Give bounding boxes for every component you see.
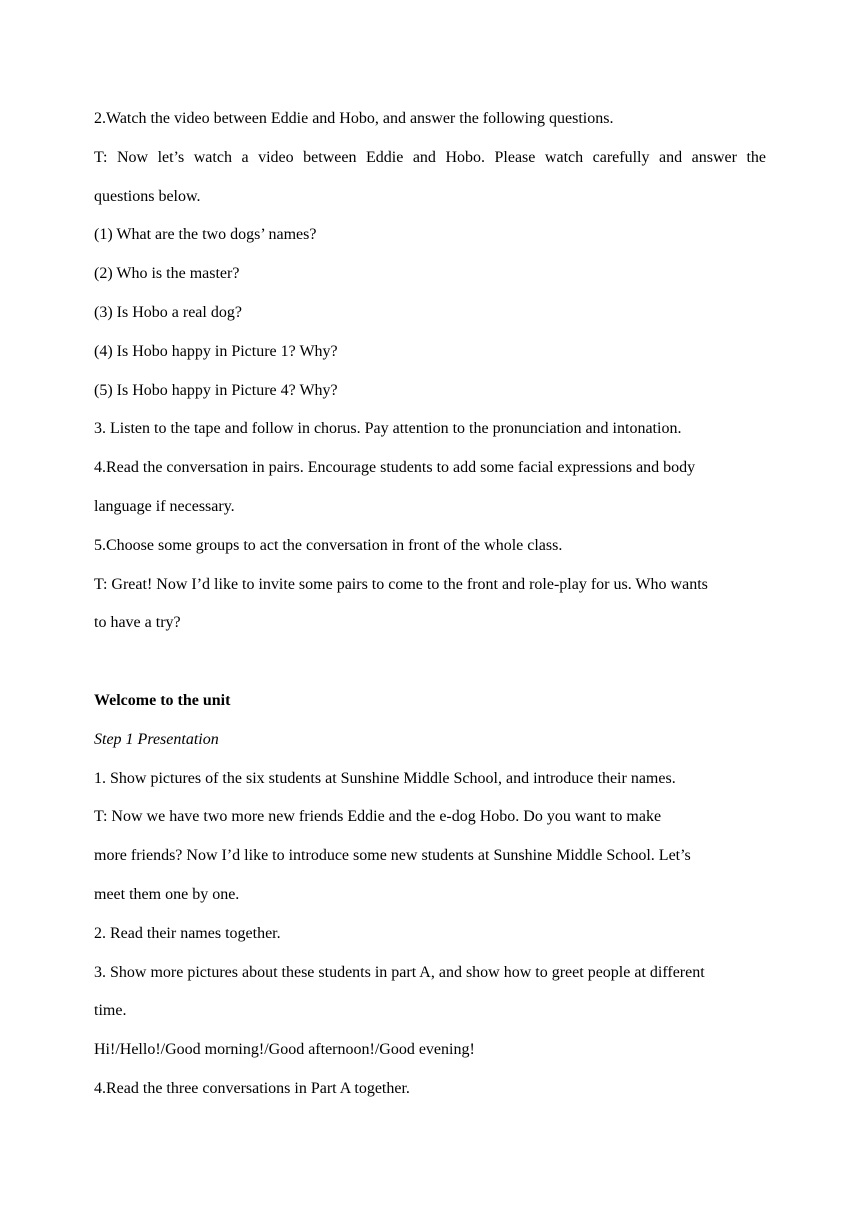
paragraph-line: 3. Show more pictures about these students in part A, and show how to greet people at different <box>94 963 705 981</box>
paragraph-line: 3. Listen to the tape and follow in chorus. Pay attention to the pronunciation and intonation. <box>94 420 682 438</box>
question-item: (4) Is Hobo happy in Picture 1? Why? <box>94 342 338 360</box>
paragraph-line: more friends? Now I’d like to introduce some new students at Sunshine Middle School. Let’s <box>94 847 691 865</box>
paragraph-line: to have a try? <box>94 614 181 632</box>
paragraph-line: questions below. <box>94 187 201 205</box>
paragraph-line: T: Now we have two more new friends Eddie and the e-dog Hobo. Do you want to make <box>94 808 662 826</box>
paragraph-line: language if necessary. <box>94 497 235 515</box>
spacer <box>94 643 766 682</box>
paragraph-line: 2.Watch the video between Eddie and Hobo, and answer the following questions. <box>94 110 614 127</box>
section-heading: Welcome to the unit <box>94 691 231 709</box>
paragraph-line: 4.Read the conversation in pairs. Encourage students to add some facial expressions and body <box>94 459 696 477</box>
step-heading: Step 1 Presentation <box>94 730 219 748</box>
question-item: (1) What are the two dogs’ names? <box>94 226 317 244</box>
question-item: (2) Who is the master? <box>94 265 240 283</box>
paragraph-line: T: Now let’s watch a video between Eddie and Hobo. Please watch carefully and answer the <box>94 148 766 166</box>
paragraph-line: meet them one by one. <box>94 885 240 903</box>
question-item: (3) Is Hobo a real dog? <box>94 303 242 321</box>
document-page <box>94 100 766 1109</box>
paragraph-line: time. <box>94 1002 127 1020</box>
paragraph-line: 2. Read their names together. <box>94 924 281 942</box>
paragraph-line: 1. Show pictures of the six students at Sunshine Middle School, and introduce their names. <box>94 769 676 787</box>
greeting-list: Hi!/Hello!/Good morning!/Good afternoon!/Good evening! <box>94 1041 475 1059</box>
question-item: (5) Is Hobo happy in Picture 4? Why? <box>94 381 338 399</box>
paragraph-line: T: Great! Now I’d like to invite some pairs to come to the front and role-play for us. Who wants <box>94 575 708 593</box>
paragraph-line: 5.Choose some groups to act the conversation in front of the whole class. <box>94 536 563 554</box>
paragraph-line: 4.Read the three conversations in Part A together. <box>94 1079 410 1097</box>
